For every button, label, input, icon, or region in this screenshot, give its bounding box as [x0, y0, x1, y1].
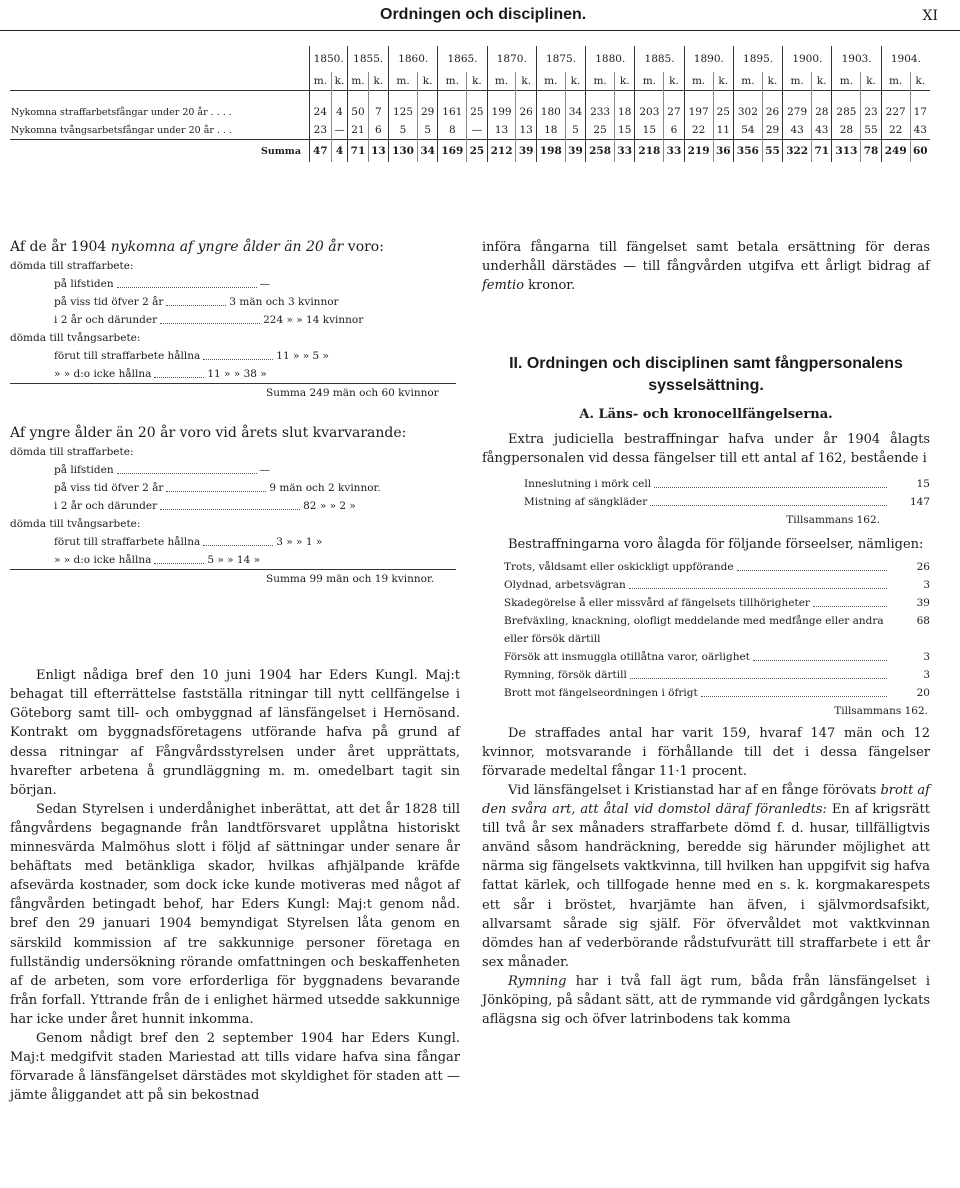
item-label: Inneslutning i mörk cell: [524, 477, 652, 490]
col-male: m.: [438, 72, 467, 91]
table-cell: 249: [881, 140, 910, 163]
table-cell: 18: [536, 121, 565, 140]
table-cell: 34: [565, 91, 585, 122]
table-cell: 33: [615, 140, 635, 163]
col-male: m.: [832, 72, 861, 91]
item-value: 15: [916, 477, 930, 490]
col-female: k.: [467, 72, 487, 91]
row-label: Nykomna straffarbetsfångar under 20 år . . . .: [11, 106, 232, 118]
item-value: 68: [916, 614, 930, 627]
year-header: 1900.: [783, 46, 832, 72]
year-header: 1890.: [684, 46, 733, 72]
table-cell: 227: [881, 91, 910, 122]
list-item: [504, 576, 930, 594]
left-column: [10, 238, 460, 1105]
page-number: XI: [922, 8, 938, 24]
table-cell: 180: [536, 91, 565, 122]
table-cell: 285: [832, 91, 861, 122]
item-label: Brott mot fängelseordningen i öfrigt: [504, 686, 698, 699]
value: 82 » » 2 »: [303, 500, 356, 513]
col-female: k.: [615, 72, 635, 91]
col-female: k.: [910, 72, 930, 91]
item-value: 147: [909, 495, 930, 508]
table-cell: 169: [438, 140, 467, 163]
table-cell: 279: [783, 91, 812, 122]
table-cell: 23: [310, 121, 332, 140]
table-cell: 27: [664, 91, 684, 122]
table-cell: 71: [812, 140, 832, 163]
col-female: k.: [417, 72, 437, 91]
list-item: [504, 648, 930, 666]
table-cell: 47: [310, 140, 332, 163]
value: 3 män och 3 kvinnor: [229, 296, 339, 309]
year-header: 1895.: [733, 46, 782, 72]
table-cell: 199: [487, 91, 516, 122]
sum-line: Summa 99 män och 19 kvinnor.: [10, 569, 456, 588]
table-cell: 219: [684, 140, 713, 163]
table-cell: 5: [389, 121, 418, 140]
table-cell: 302: [733, 91, 762, 122]
total-line: Tillsammans 162.: [834, 704, 928, 717]
table-cell: 313: [832, 140, 861, 163]
item-value: 3: [923, 650, 930, 663]
col-male: m.: [881, 72, 910, 91]
table-cell: 60: [910, 140, 930, 163]
line: i 2 år och därunder: [54, 500, 158, 513]
table-cell: 5: [565, 121, 585, 140]
list-item: [504, 558, 930, 576]
table-cell: 55: [861, 121, 881, 140]
table-cell: 13: [516, 121, 536, 140]
section-heading: II. Ordningen och disciplinen samt fångpersonalens sysselsättning.: [509, 355, 903, 395]
line: förut till straffarbete hållna: [54, 536, 201, 549]
year-header: 1850.: [310, 46, 348, 72]
intro-text: Af de år 1904: [10, 239, 111, 255]
table-cell: 22: [684, 121, 713, 140]
year-header: 1870.: [487, 46, 536, 72]
col-female: k.: [331, 72, 348, 91]
line: på viss tid öfver 2 år: [54, 482, 164, 495]
table-cell: 356: [733, 140, 762, 163]
col-male: m.: [635, 72, 664, 91]
table-cell: 198: [536, 140, 565, 163]
paragraph: införa fångarna till fängelset samt betala ersättning för deras underhåll därstädes — till fångvården utgifva ett årligt bidrag af femtio kronor.: [482, 240, 930, 294]
line: » » d:o icke hållna: [54, 368, 152, 381]
table-cell: 4: [331, 91, 348, 122]
paragraph: Bestraffningarna voro ålagda för följande förseelser, nämligen:: [508, 536, 924, 552]
line: » » d:o icke hållna: [54, 554, 152, 567]
col-male: m.: [586, 72, 615, 91]
year-header: 1880.: [586, 46, 635, 72]
table-cell: —: [331, 121, 348, 140]
item-value: 20: [916, 686, 930, 699]
right-column: [482, 238, 930, 1029]
col-female: k.: [368, 72, 388, 91]
table-cell: 50: [348, 91, 368, 122]
col-male: m.: [733, 72, 762, 91]
subsection-heading: A. Läns- och kronocellfängelserna.: [579, 407, 833, 423]
table-cell: 161: [438, 91, 467, 122]
year-header: 1865.: [438, 46, 487, 72]
table-cell: 18: [615, 91, 635, 122]
col-female: k.: [713, 72, 733, 91]
table-cell: 39: [565, 140, 585, 163]
table-cell: 55: [762, 140, 782, 163]
list-item: [524, 493, 930, 511]
intro-end: voro:: [343, 239, 384, 255]
col-male: m.: [348, 72, 368, 91]
line: dömda till tvångsarbete:: [10, 518, 141, 531]
table-cell: 71: [348, 140, 368, 163]
value: 5 » » 14 »: [207, 554, 261, 567]
col-male: m.: [389, 72, 418, 91]
table-cell: 29: [417, 91, 437, 122]
line: i 2 år och därunder: [54, 314, 158, 327]
item-label: Mistning af sängkläder: [524, 495, 648, 508]
value: —: [259, 464, 271, 477]
table-cell: 13: [368, 140, 388, 163]
table-cell: 28: [812, 91, 832, 122]
sum-line: Summa 249 män och 60 kvinnor: [10, 383, 456, 402]
year-header: 1903.: [832, 46, 881, 72]
item-label: Olydnad, arbetsvägran: [504, 578, 626, 591]
table-cell: 43: [910, 121, 930, 140]
col-female: k.: [812, 72, 832, 91]
intro-text: Af yngre ålder än 20 år voro vid årets slut kvarvarande:: [10, 425, 407, 442]
offence-list: [482, 558, 930, 702]
year-header: 1875.: [536, 46, 585, 72]
table-cell: 25: [467, 91, 487, 122]
table-cell: 26: [516, 91, 536, 122]
col-female: k.: [664, 72, 684, 91]
table-cell: 13: [487, 121, 516, 140]
paragraph: Enligt nådiga bref den 10 juni 1904 har Eders Kungl. Maj:t behagat till efterrättelse fastställa ritningar till nytt cellfängelse i Göteborg samt till- och ombyggnad af länsfängelset i Hernösand. Kontrakt om byggnadsföretagens utförande hafva på grund af dessa ritningar af Fångvårdsstyrelsen under året upprättats, hvarefter arbetena å grundläggning m. m. omedelbart tagit sin början.: [10, 668, 460, 798]
table-cell: 43: [812, 121, 832, 140]
list-item: [504, 666, 930, 684]
table-cell: 233: [586, 91, 615, 122]
table-cell: 212: [487, 140, 516, 163]
punishment-list: [482, 475, 930, 511]
list-item: [504, 684, 930, 702]
newcomers-section: [10, 238, 460, 402]
paragraph: Vid länsfängelset i Kristianstad har af en fånge förövats brott af den svåra art, att åtal vid domstol däraf föranledts: En af krigsrätt till två år sex månaders straffarbete dömd f. d. husar, tillfälligtvis använd såsom handräckning, beredde sig härunder möjlighet att närma sig fängelsets vaktkvinna, till hvilken han uppgifvit sig hafva fattat kärlek, och tillfogade henne med en s. k. korgmakarespets ett sår i bröstet, hvarjämte han äfven, i självmordsafsikt, allvarsamt sårade sig själf. För öfvervåldet mot vaktkvinnan dömdes han af vederbörande rådstufvurätt till straffarbete i ett år sex månader.: [482, 782, 930, 970]
row-label: Nykomna tvångsarbetsfångar under 20 år . . .: [11, 124, 233, 136]
col-male: m.: [310, 72, 332, 91]
line: dömda till straffarbete:: [10, 260, 134, 273]
year-header: 1885.: [635, 46, 684, 72]
table-cell: 33: [664, 140, 684, 163]
item-value: 3: [923, 668, 930, 681]
line: förut till straffarbete hållna: [54, 350, 201, 363]
list-item: [524, 475, 930, 493]
running-title: Ordningen och disciplinen.: [380, 6, 587, 23]
table-cell: 28: [832, 121, 861, 140]
intro-italic: nykomna af yngre ålder än 20 år: [110, 239, 344, 255]
item-label: Trots, våldsamt eller oskickligt uppförande: [504, 560, 734, 573]
table-cell: 130: [389, 140, 418, 163]
table-cell: 54: [733, 121, 762, 140]
list-item: [504, 612, 930, 648]
table-cell: 17: [910, 91, 930, 122]
col-female: k.: [516, 72, 536, 91]
table-cell: 39: [516, 140, 536, 163]
table-row: [10, 140, 930, 163]
table-cell: 5: [417, 121, 437, 140]
table-cell: 22: [881, 121, 910, 140]
col-male: m.: [536, 72, 565, 91]
year-header: 1904.: [881, 46, 930, 72]
col-female: k.: [861, 72, 881, 91]
paragraph: De straffades antal har varit 159, hvaraf 147 män och 12 kvinnor, motsvarande i förhållande till det i dessa fängelser förvarade medeltal fångar 11·1 procent.: [482, 725, 930, 779]
table-cell: 258: [586, 140, 615, 163]
item-label: Brefväxling, knackning, olofligt meddelande med medfånge eller andra eller försök därtill: [504, 614, 884, 645]
paragraph: Genom nådigt bref den 2 september 1904 har Eders Kungl. Maj:t medgifvit staden Mariestad att tills vidare hafva sina fångar förvarade å länsfängelset därstädes mot skyldighet för staden att — jämte åliggandet att på sin bekostnad: [10, 1030, 460, 1104]
table-cell: 36: [713, 140, 733, 163]
table-cell: 203: [635, 91, 664, 122]
table-cell: 15: [615, 121, 635, 140]
total-line: Tillsammans 162.: [786, 513, 880, 526]
col-male: m.: [487, 72, 516, 91]
page-header: [0, 6, 960, 32]
item-label: Rymning, försök därtill: [504, 668, 627, 681]
table-cell: 125: [389, 91, 418, 122]
value: 11 » » 38 »: [207, 368, 267, 381]
table-row: [10, 121, 930, 140]
year-header: 1855.: [348, 46, 389, 72]
table-cell: 15: [635, 121, 664, 140]
paragraph: Sedan Styrelsen i underdånighet inberättat, att det år 1828 till fångvårdens begagnande från landtförsvaret upplåtna historiskt minnesvärda Malmöhus slott i följd af sättningar under senare år behäftats med betänkliga skador, hvilkas afhjälpande kräfde afsevärda kostnader, som dock icke kunde motiveras med något af fångvården betingadt behof, har Eders Kungl: Maj:t genom nåd. bref den 29 januari 1904 bemyndigat Styrelsen låta genom en särskild kommission af tre sakkunnige personer företaga en fullständig undersökning rörande omfattningen och beskaffenheten af de arbeten, som vore erforderliga för byggnadens bevarande från forfall. Yttrande från de i enlighet härmed utsedde sakkunnige har icke under året hunnit inkomma.: [10, 801, 460, 1027]
table-cell: 24: [310, 91, 332, 122]
col-male: m.: [684, 72, 713, 91]
item-value: 26: [916, 560, 930, 573]
table-cell: 25: [586, 121, 615, 140]
table-cell: 34: [417, 140, 437, 163]
value: 3 » » 1 »: [276, 536, 323, 549]
table-cell: 25: [467, 140, 487, 163]
line: dömda till tvångsarbete:: [10, 332, 141, 345]
value: —: [259, 278, 271, 291]
item-value: 39: [916, 596, 930, 609]
col-female: k.: [565, 72, 585, 91]
table-cell: 43: [783, 121, 812, 140]
table-cell: 218: [635, 140, 664, 163]
table-cell: 322: [783, 140, 812, 163]
table-cell: —: [467, 121, 487, 140]
statistics-table: [10, 46, 930, 162]
remaining-section: [10, 424, 460, 588]
table-cell: 6: [368, 121, 388, 140]
line: på lifstiden: [54, 464, 114, 477]
col-female: k.: [762, 72, 782, 91]
table-cell: 25: [713, 91, 733, 122]
value: 224 » » 14 kvinnor: [263, 314, 364, 327]
table-cell: 6: [664, 121, 684, 140]
col-male: m.: [783, 72, 812, 91]
line: på lifstiden: [54, 278, 114, 291]
table-cell: 7: [368, 91, 388, 122]
header-rule: [0, 30, 960, 31]
value: 9 män och 2 kvinnor.: [269, 482, 381, 495]
table-cell: 21: [348, 121, 368, 140]
item-label: Försök att insmuggla otillåtna varor, oärlighet: [504, 650, 750, 663]
row-label: Summa: [10, 140, 310, 163]
line: dömda till straffarbete:: [10, 446, 134, 459]
item-value: 3: [923, 578, 930, 591]
value: 11 » » 5 »: [276, 350, 329, 363]
table-cell: 78: [861, 140, 881, 163]
table-cell: 11: [713, 121, 733, 140]
table-row: [10, 91, 930, 122]
table-cell: 29: [762, 121, 782, 140]
table-cell: 4: [331, 140, 348, 163]
item-label: Skadegörelse å eller missvård af fängelsets tillhörigheter: [504, 596, 810, 609]
paragraph: Rymning har i två fall ägt rum, båda från länsfängelset i Jönköping, på sådant sätt, att de rymmande vid gårdgången lyckats aflägsna sig och öfver latrinbodens tak komma: [482, 973, 930, 1028]
year-header: 1860.: [389, 46, 438, 72]
table-cell: 26: [762, 91, 782, 122]
table-cell: 23: [861, 91, 881, 122]
paragraph: Extra judiciella bestraffningar hafva under år 1904 ålagts fångpersonalen vid dessa fängelser till ett antal af 162, bestående i: [482, 432, 930, 467]
table-cell: 197: [684, 91, 713, 122]
table-cell: 8: [438, 121, 467, 140]
line: på viss tid öfver 2 år: [54, 296, 164, 309]
list-item: [504, 594, 930, 612]
